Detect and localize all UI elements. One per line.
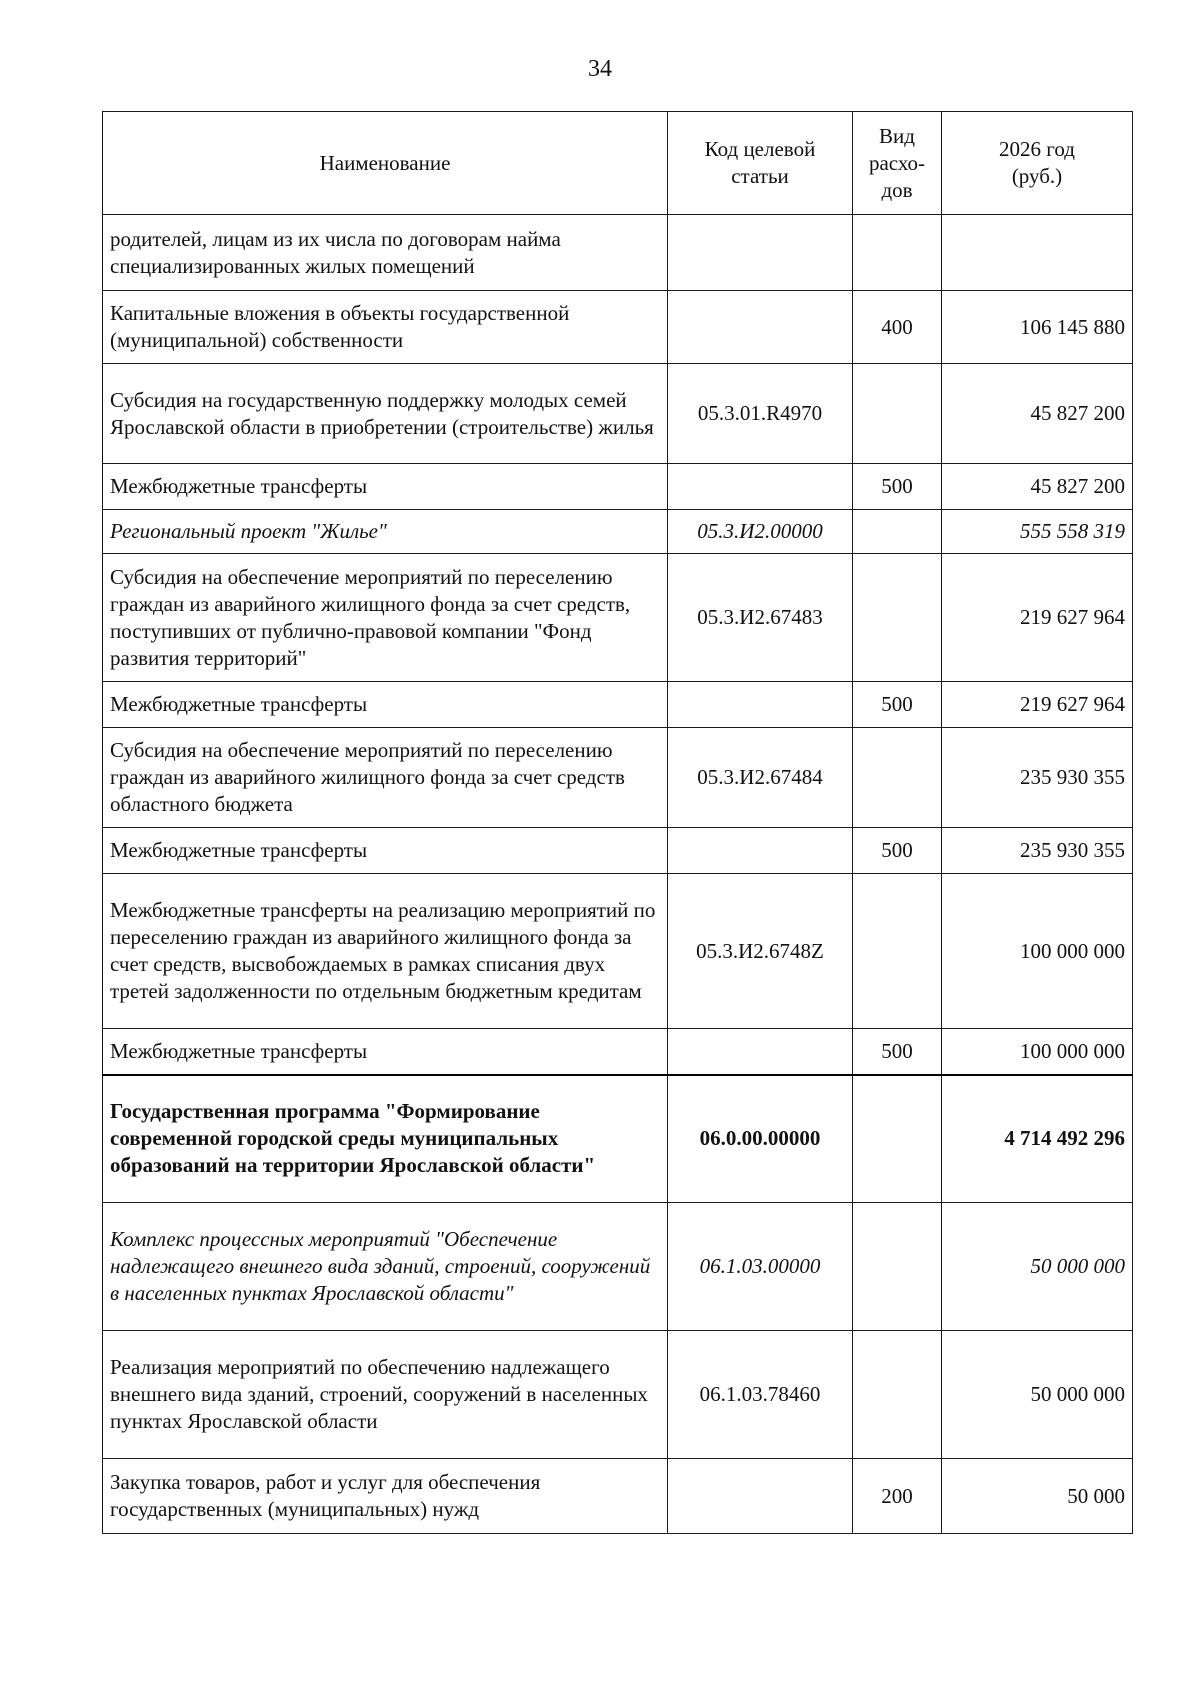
table-row (103, 1203, 1133, 1331)
row-amount: 100 000 000 (942, 1029, 1133, 1075)
row-amount: 50 000 (942, 1459, 1133, 1534)
table-row (103, 215, 1133, 291)
row-amount: 50 000 000 (942, 1203, 1133, 1331)
row-name: родителей, лицам из их числа по договорам найма специализированных жилых помещений (103, 215, 668, 291)
row-type (853, 554, 942, 682)
row-amount: 45 827 200 (942, 464, 1133, 510)
row-amount: 555 558 319 (942, 510, 1133, 554)
row-type (853, 1331, 942, 1459)
row-type: 500 (853, 682, 942, 728)
header-code: Код целевой статьи (668, 112, 853, 215)
page-number: 34 (588, 56, 612, 82)
table-row (103, 682, 1133, 728)
row-type (853, 728, 942, 828)
row-name: Межбюджетные трансферты на реализацию мероприятий по переселению граждан из аварийного жилищного фонда за счет средств, высвобождаемых в рамках списания двух третей задолженности по отдельным бюджетным кредитам (103, 874, 668, 1029)
row-name: Межбюджетные трансферты (103, 1029, 668, 1075)
table-row (103, 1331, 1133, 1459)
row-code: 06.1.03.78460 (668, 1331, 853, 1459)
row-amount: 219 627 964 (942, 682, 1133, 728)
row-code: 06.1.03.00000 (668, 1203, 853, 1331)
row-code (668, 464, 853, 510)
row-name: Субсидия на государственную поддержку молодых семей Ярославской области в приобретении (строительстве) жилья (103, 364, 668, 464)
row-type: 200 (853, 1459, 942, 1534)
row-code (668, 828, 853, 874)
table-header-row (103, 112, 1133, 215)
table-row (103, 1075, 1133, 1203)
row-name: Региональный проект "Жилье" (103, 510, 668, 554)
row-name: Закупка товаров, работ и услуг для обеспечения государственных (муниципальных) нужд (103, 1459, 668, 1534)
table-row (103, 364, 1133, 464)
header-name: Наименование (103, 112, 668, 215)
table-row (103, 874, 1133, 1029)
budget-table (102, 111, 1133, 1534)
row-amount: 235 930 355 (942, 828, 1133, 874)
row-name: Субсидия на обеспечение мероприятий по переселению граждан из аварийного жилищного фонда за счет средств областного бюджета (103, 728, 668, 828)
row-amount: 235 930 355 (942, 728, 1133, 828)
row-type (853, 1075, 942, 1203)
row-code: 05.3.И2.67483 (668, 554, 853, 682)
row-type: 400 (853, 291, 942, 364)
row-code (668, 682, 853, 728)
row-name: Реализация мероприятий по обеспечению надлежащего внешнего вида зданий, строений, сооружений в населенных пунктах Ярославской области (103, 1331, 668, 1459)
row-name: Субсидия на обеспечение мероприятий по переселению граждан из аварийного жилищного фонда за счет средств, поступивших от публично-правовой компании "Фонд развития территорий" (103, 554, 668, 682)
row-name: Межбюджетные трансферты (103, 464, 668, 510)
row-amount: 50 000 000 (942, 1331, 1133, 1459)
row-code (668, 291, 853, 364)
row-type (853, 1203, 942, 1331)
row-amount: 106 145 880 (942, 291, 1133, 364)
table-row (103, 1459, 1133, 1534)
row-type (853, 364, 942, 464)
row-type: 500 (853, 828, 942, 874)
row-code: 05.3.И2.00000 (668, 510, 853, 554)
row-amount (942, 215, 1133, 291)
row-name: Капитальные вложения в объекты государственной (муниципальной) собственности (103, 291, 668, 364)
row-code: 06.0.00.00000 (668, 1075, 853, 1203)
table-row (103, 728, 1133, 828)
row-type (853, 510, 942, 554)
row-code: 05.3.01.R4970 (668, 364, 853, 464)
row-amount: 219 627 964 (942, 554, 1133, 682)
row-amount: 45 827 200 (942, 364, 1133, 464)
table-row (103, 291, 1133, 364)
row-code (668, 1029, 853, 1075)
table-row (103, 510, 1133, 554)
row-name: Межбюджетные трансферты (103, 828, 668, 874)
row-type (853, 215, 942, 291)
row-type: 500 (853, 1029, 942, 1075)
row-code (668, 1459, 853, 1534)
row-name: Комплекс процессных мероприятий "Обеспечение надлежащего внешнего вида зданий, строений, сооружений в населенных пунктах Ярославской области" (103, 1203, 668, 1331)
header-amount: 2026 год (руб.) (942, 112, 1133, 215)
table-row (103, 464, 1133, 510)
row-code (668, 215, 853, 291)
row-type (853, 874, 942, 1029)
row-code: 05.3.И2.6748Z (668, 874, 853, 1029)
row-amount: 4 714 492 296 (942, 1075, 1133, 1203)
row-type: 500 (853, 464, 942, 510)
table-row (103, 1029, 1133, 1075)
row-name: Государственная программа "Формирование современной городской среды муниципальных образований на территории Ярославской области" (103, 1075, 668, 1203)
table-row (103, 554, 1133, 682)
row-name: Межбюджетные трансферты (103, 682, 668, 728)
header-type: Вид расхо-дов (853, 112, 942, 215)
table-row (103, 828, 1133, 874)
row-amount: 100 000 000 (942, 874, 1133, 1029)
row-code: 05.3.И2.67484 (668, 728, 853, 828)
